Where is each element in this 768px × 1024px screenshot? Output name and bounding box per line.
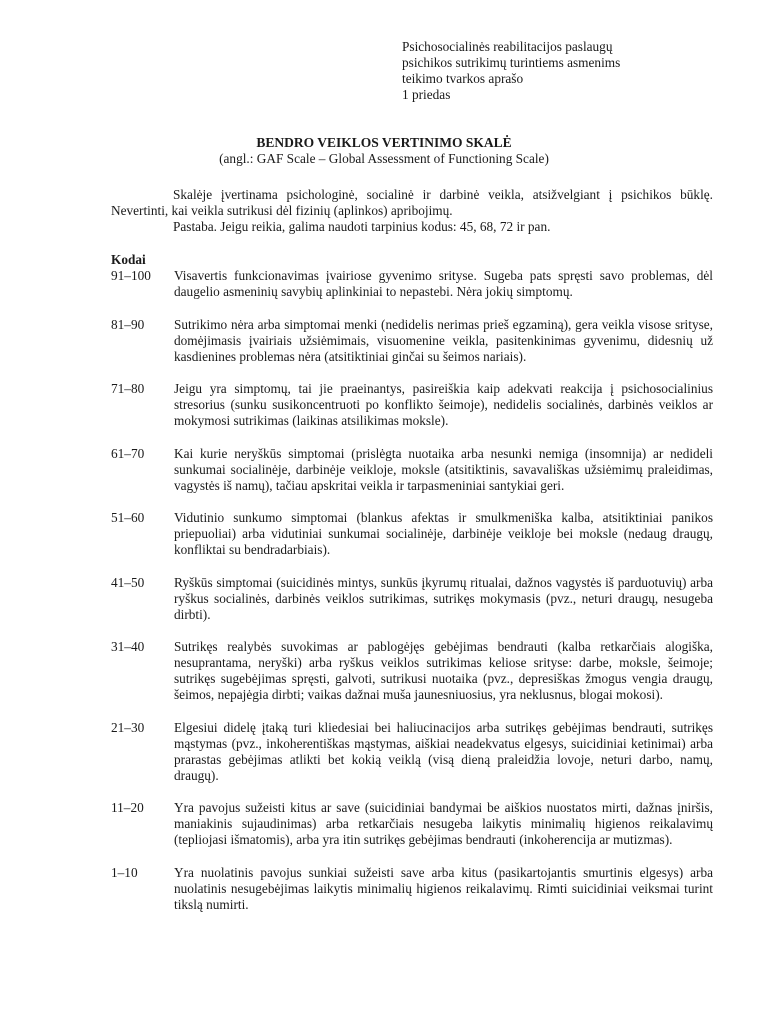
intro-text [111,187,713,235]
scale-entry [111,575,713,623]
entry-description: Sutrikęs realybės suvokimas ar pablogėjęs gebėjimas bendrauti (kalba retkarčiais alogiška, nesuprantama, neryški) arba ryškus veiklos sutrikimas keliose srityse: darbe, moksle, šeimoje; sutrikęs sugebėjimas spręsti, galvoti, sutrikusi nuotaika (pvz., depresiškas žmogus vengia draugų, šeimos, nepajėgia dirbti; vaikas dažnai muša jaunesniuosius, yra neklusnus, blogai mokosi). [174,639,713,702]
codes-heading: Kodai [111,252,146,267]
document-title: BENDRO VEIKLOS VERTINIMO SKALĖ [256,135,512,150]
entry-description: Ryškūs simptomai (suicidinės mintys, sunkūs įkyrumų ritualai, dažnos vagystės iš parduotuvių) arba ryškus socialinės, darbinės veiklos sutrikimas, sutrikęs mokymasis (pvz., neturi draugų, nesugeba dirbti). [174,574,713,622]
scale-entry [111,317,713,365]
entry-code: 61–70 [111,445,145,461]
scale-entry [111,865,713,913]
entry-code: 41–50 [111,574,145,590]
scale-entry [111,639,713,703]
scale-entry [111,720,713,784]
entry-code: 71–80 [111,381,145,396]
entry-description: Kai kurie neryškūs simptomai (prislėgta nuotaika arba nesunki nemiga (insomnija) ar nedideli sunkumai socialinėje, darbinėje veikloje, moksle (atsitiktinis, savavališkas užsiėmimų praleidimas, vagystės iš namų), tačiau apskritai veikla ir tarpasmeniniai santykiai geri. [174,445,713,493]
entry-description: Sutrikimo nėra arba simptomai menki (nedidelis nerimas prieš egzaminą), gera veikla visose srityse, domėjimasis įvairiais užsiėmimais, visuomenine veikla, pasitenkinimas gyvenimu, didesnių už kasdienines problemas nėra (atsitiktiniai ginčai su šeimos nariais). [174,316,713,364]
document-subtitle: (angl.: GAF Scale – Global Assessment of Functioning Scale) [219,151,549,166]
document-title-block [0,135,768,167]
scale-entry [111,800,713,848]
header-line: teikimo tvarkos aprašo [402,71,524,86]
scale-entry [111,268,713,300]
entry-description: Vidutinio sunkumo simptomai (blankus afektas ir smulkmeniška kalba, atsitiktiniai panikos priepuoliai) arba vidutiniai sunkumai socialinėje, darbinėje veikloje bei moksle (nedaug draugų, konfliktai su bendradarbiais). [174,510,713,557]
header-line: 1 priedas [402,87,451,102]
scale-entry [111,381,713,429]
intro-note: Pastaba. Jeigu reikia, galima naudoti tarpinius kodus: 45, 68, 72 ir pan. [173,219,551,234]
entry-description: Yra nuolatinis pavojus sunkiai sužeisti save arba kitus (pasikartojantis smurtinis elgesys) arba nuolatinis nesugebėjimas laikytis minimalių higienos reikalavimų. Rimti suicidiniai veiksmai turint tikslą numirti. [174,864,713,912]
entry-code: 21–30 [111,719,145,735]
entry-description: Visavertis funkcionavimas įvairiose gyvenimo srityse. Sugeba pats spręsti savo problemas, dėl daugelio asmeninių savybių aplinkiniai to nepastebi. Nėra jokių simptomų. [174,268,713,299]
entry-code: 81–90 [111,316,145,332]
appendix-header [402,39,732,103]
entry-description: Yra pavojus sužeisti kitus ar save (suicidiniai bandymai be aiškios nuostatos mirti, dažnas įniršis, maniakinis sujaudinimas) arba retkarčiais nesugeba laikytis minimalių higienos reikalavimų (tepliojasi išmatomis), arba yra itin sutrikęs gebėjimas bendrauti (inkoherencija ar mutizmas). [174,800,713,847]
entry-code: 1–10 [111,864,138,880]
scale-entry [111,510,713,558]
entry-code: 51–60 [111,510,145,525]
header-line: Psichosocialinės reabilitacijos paslaugų [402,39,613,54]
entry-code: 11–20 [111,800,144,815]
intro-paragraph: Skalėje įvertinama psichologinė, socialinė ir darbinė veikla, atsižvelgiant į psichikos būklę. Nevertinti, kai veikla sutrikusi dėl fizinių (aplinkos) apribojimų. [111,187,713,218]
scale-entry [111,446,713,494]
entry-description: Elgesiui didelę įtaką turi kliedesiai bei haliucinacijos arba sutrikęs gebėjimas bendrauti, sutrikęs mąstymas (pvz., inkoherentiškas mąstymas, aiškiai neadekvatus elgesys, suicidiniai ketinimai) arba prarastas gebėjimas atlikti bet kokią veiklą (visą dieną praleidžia lovoje, neturi darbo, namų, draugų). [174,719,713,783]
entry-code: 31–40 [111,639,145,654]
header-line: psichikos sutrikimų turintiems asmenims [402,55,621,70]
entry-code: 91–100 [111,268,151,283]
entry-description: Jeigu yra simptomų, tai jie praeinantys, pasireiškia kaip adekvati reakcija į psichosocialinius stresorius (sunku susikoncentruoti po konflikto šeimoje), nedidelis socialinės, darbinės veiklos ar mokymosi sutrikimas (laikinas atsilikimas moksle). [174,381,713,428]
scale-entries [111,268,713,929]
